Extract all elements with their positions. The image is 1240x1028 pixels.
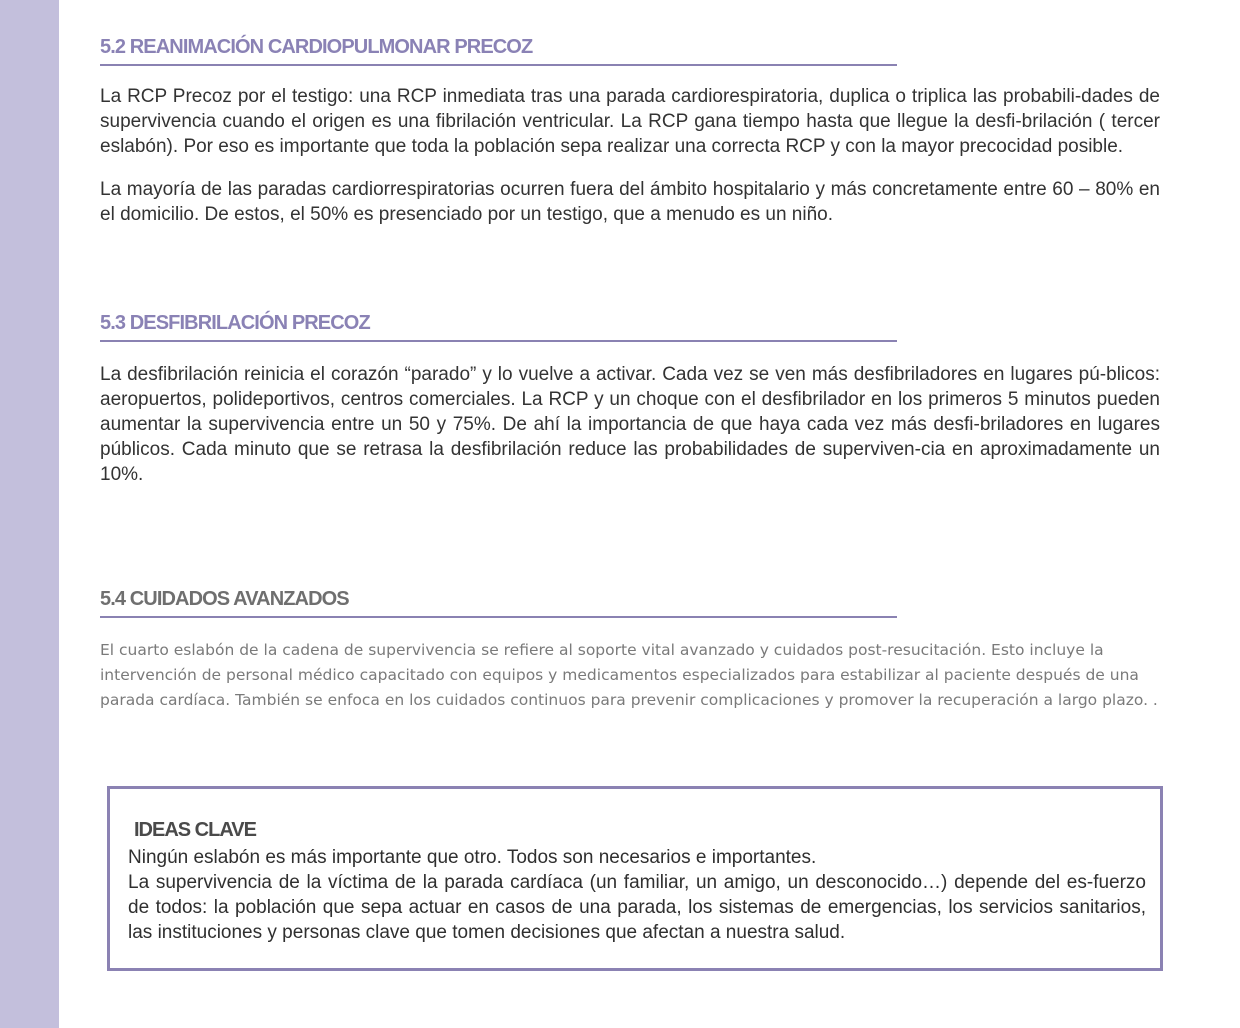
left-sidebar-band [0,0,59,1028]
section-paragraph: La mayoría de las paradas cardiorrespiratorias ocurren fuera del ámbito hospitalario y más concretamente entre 60 – 80% en el domicilio. De estos, el 50% es presenciado por un testigo, que a menudo es un niño. [100,179,1160,225]
section-5-4 [100,588,1160,713]
section-paragraph: El cuarto eslabón de la cadena de supervivencia se refiere al soporte vital avanzado y cuidados post-resucitación. Esto incluye la intervención de personal médico capacitado con equipos y medicamentos especializados para estabilizar al paciente después de una parada cardíaca. También se enfoca en los cuidados continuos para prevenir complicaciones y promover la recuperación a largo plazo. . [100,641,1158,709]
section-5-2 [100,36,1160,227]
key-idea-line: Ningún eslabón es más importante que otro. Todos son necesarios e importantes. [128,847,817,868]
section-heading: 5.2 REANIMACIÓN CARDIOPULMONAR PRECOZ [100,36,897,66]
section-paragraph: La RCP Precoz por el testigo: una RCP inmediata tras una parada cardiorespiratoria, duplica o triplica las probabili-dades de supervivencia cuando el origen es una fibrilación ventricular. La RCP gana tiempo hasta que llegue la desfi-brilación ( tercer eslabón). Por eso es importante que toda la población sepa realizar una correcta RCP y con la mayor precocidad posible. [100,86,1160,157]
section-paragraph: La desfibrilación reinicia el corazón “parado” y lo vuelve a activar. Cada vez se ven más desfibriladores en lugares pú-blicos: aeropuertos, polideportivos, centros comerciales. La RCP y un choque con el desfibrilador en los primeros 5 minutos pueden aumentar la supervivencia entre un 50 y 75%. De ahí la importancia de que haya cada vez más desfi-briladores en lugares públicos. Cada minuto que se retrasa la desfibrilación reduce las probabilidades de superviven-cia en aproximadamente un 10%. [100,364,1160,485]
key-ideas-title: IDEAS CLAVE [134,819,256,841]
section-5-3 [100,312,1160,487]
key-ideas-text [128,845,1146,945]
key-idea-line: La supervivencia de la víctima de la parada cardíaca (un familiar, un amigo, un desconocido…) depende del es-fuerzo de todos: la población que sepa actuar en casos de una parada, los sistemas de emergencias, los servicios sanitarios, las instituciones y personas clave que tomen decisiones que afectan a nuestra salud. [128,872,1146,943]
section-heading: 5.3 DESFIBRILACIÓN PRECOZ [100,312,897,342]
key-ideas-box [107,786,1163,971]
section-heading: 5.4 CUIDADOS AVANZADOS [100,588,897,618]
